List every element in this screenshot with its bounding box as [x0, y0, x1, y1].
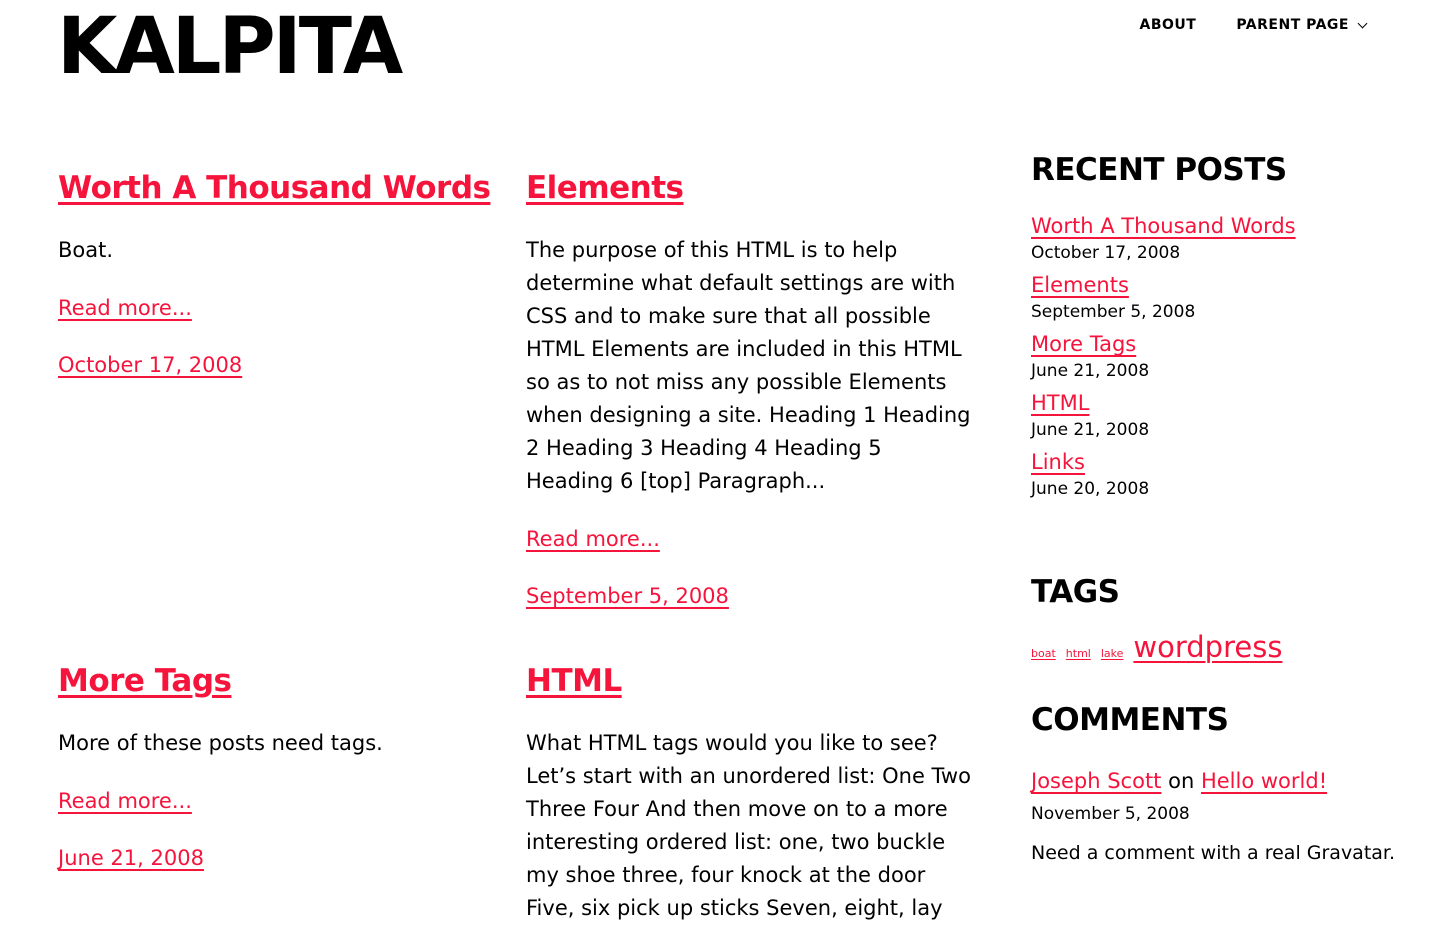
recent-posts-list [1031, 212, 1401, 501]
post-card [526, 661, 971, 925]
recent-posts-title: RECENT POSTS [1031, 152, 1287, 188]
recent-post-link[interactable]: More Tags [1031, 332, 1137, 356]
main-nav [1140, 17, 1367, 33]
post-card [58, 168, 503, 380]
chevron-down-icon [1358, 18, 1368, 28]
comments-title: COMMENTS [1031, 702, 1229, 738]
recent-post-link[interactable]: Links [1031, 450, 1085, 474]
list-item [1031, 271, 1401, 324]
tag-link-html[interactable]: html [1065, 647, 1091, 660]
post-card [526, 168, 971, 611]
list-item [1031, 448, 1401, 501]
comment-author-link[interactable]: Joseph Scott [1031, 769, 1162, 793]
recent-post-date: September 5, 2008 [1031, 302, 1196, 322]
recent-post-link[interactable]: Elements [1031, 273, 1129, 297]
comment-date: November 5, 2008 [1031, 804, 1190, 824]
tag-cloud [1031, 630, 1401, 664]
post-title [58, 168, 503, 208]
list-item [1031, 330, 1401, 383]
recent-post-date: October 17, 2008 [1031, 243, 1181, 263]
post-excerpt: More of these posts need tags. [58, 731, 383, 755]
recent-post-date: June 21, 2008 [1031, 361, 1150, 381]
post-title-link[interactable]: HTML [526, 663, 622, 699]
comment-meta [1031, 766, 1401, 796]
post-excerpt: Boat. [58, 238, 114, 262]
tags-title: TAGS [1031, 574, 1120, 610]
site-title[interactable]: KALPITA [57, 2, 401, 92]
post-title [526, 661, 971, 701]
nav-item-about[interactable] [1140, 17, 1197, 33]
sidebar [1031, 150, 1401, 866]
post-card [58, 661, 503, 873]
tag-link-boat[interactable]: boat [1031, 647, 1056, 660]
read-more-link[interactable]: Read more... [58, 789, 192, 813]
post-date-link[interactable]: October 17, 2008 [58, 353, 243, 377]
nav-item-parent-page[interactable] [1236, 17, 1366, 33]
tag-link-lake[interactable]: lake [1100, 647, 1124, 660]
post-title [58, 661, 503, 701]
tag-link-wordpress[interactable]: wordpress [1133, 630, 1283, 664]
comment-text: Need a comment with a real Gravatar. [1031, 842, 1396, 864]
recent-post-date: June 20, 2008 [1031, 479, 1150, 499]
post-date-link[interactable]: September 5, 2008 [526, 584, 729, 608]
recent-post-date: June 21, 2008 [1031, 420, 1150, 440]
post-date-link[interactable]: June 21, 2008 [58, 846, 204, 870]
post-excerpt: What HTML tags would you like to see? Let’s start with an unordered list: One Two Three Four And then move on to a more interesting ordered list: one, two buckle my shoe three, four knock at the door Five, six pick up sticks Seven, eight, lay [526, 731, 971, 920]
read-more-link[interactable]: Read more... [526, 527, 660, 551]
post-title-link[interactable]: Worth A Thousand Words [58, 170, 491, 206]
post-excerpt: The purpose of this HTML is to help determine what default settings are with CSS and to make sure that all possible HTML Elements are included in this HTML so as to not miss any possible Elements when designing a site. Heading 1 Heading 2 Heading 3 Heading 4 Heading 5 Heading 6 [top] Paragraph... [526, 238, 971, 493]
recent-post-link[interactable]: HTML [1031, 391, 1090, 415]
recent-post-link[interactable]: Worth A Thousand Words [1031, 214, 1296, 238]
nav-item-label: PARENT PAGE [1236, 17, 1349, 33]
comment-on-text: on [1168, 769, 1195, 793]
post-title-link[interactable]: More Tags [58, 663, 232, 699]
list-item [1031, 212, 1401, 265]
list-item [1031, 389, 1401, 442]
nav-item-label: ABOUT [1139, 17, 1197, 33]
post-title-link[interactable]: Elements [526, 170, 684, 206]
read-more-link[interactable]: Read more... [58, 296, 192, 320]
comment-post-link[interactable]: Hello world! [1200, 769, 1328, 793]
post-title [526, 168, 971, 208]
